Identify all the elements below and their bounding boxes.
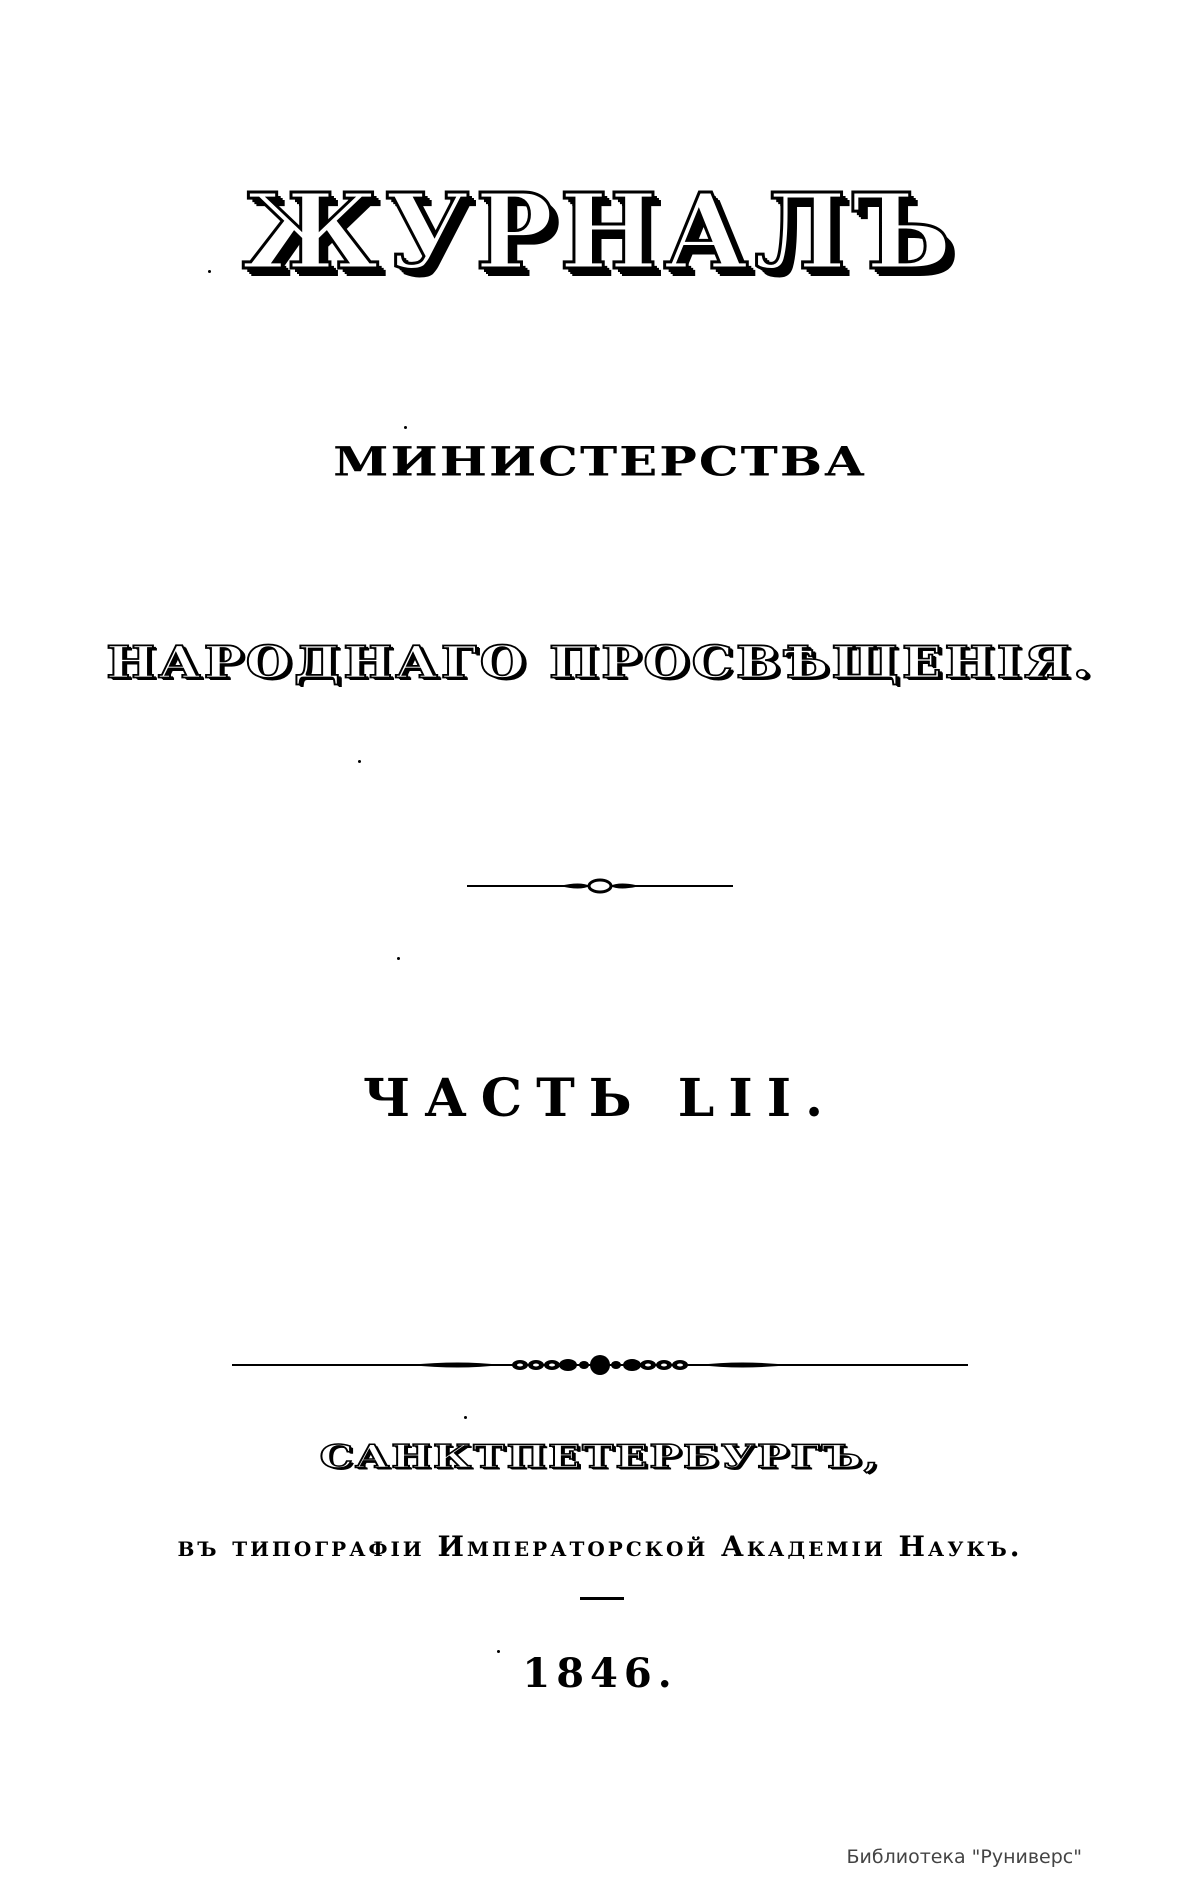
city-name: САНКТПЕТЕРБУРГЪ, xyxy=(319,1438,881,1475)
journal-title: ЖУРНАЛЪ xyxy=(242,170,958,293)
print-speck xyxy=(397,957,400,960)
print-speck xyxy=(208,270,211,273)
print-speck xyxy=(464,1416,467,1419)
subtitle-ministry: МИНИСТЕРСТВА xyxy=(333,437,867,486)
library-watermark: Библиотека "Руниверс" xyxy=(846,1846,1082,1868)
subtitle-enlightenment: НАРОДНАГО ПРОСВѢЩЕНІЯ. xyxy=(106,636,1094,689)
volume-part: ЧАСТЬ LII. xyxy=(362,1068,838,1129)
print-speck xyxy=(358,760,361,763)
print-speck xyxy=(404,426,407,429)
publication-year: 1846. xyxy=(522,1650,678,1697)
ornament-divider-large xyxy=(0,1351,1200,1379)
printer-imprint: въ типографіи Императорской Академіи Наукъ. xyxy=(177,1530,1023,1563)
short-rule-divider xyxy=(580,1597,624,1600)
ornament-divider-small xyxy=(0,876,1200,896)
